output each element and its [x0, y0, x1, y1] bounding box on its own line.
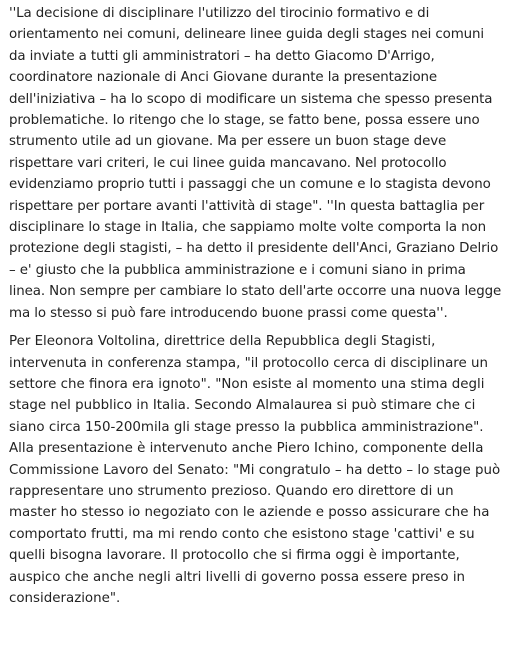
article-paragraph-1: ''La decisione di disciplinare l'utilizzo del tirocinio formativo e di orientamento nei comuni, delineare linee guida degli stages nei comuni da inviate a tutti gli amministratori – ha detto Giacomo D'Arrigo, coordinatore nazionale di Anci Giovane durante la presentazione dell'iniziativa – ha lo scopo di modificare un sistema che spesso presenta problematiche. Io ritengo che lo stage, se fatto bene, possa essere uno strumento utile ad un giovane. Ma per essere un buon stage deve rispettare vari criteri, le cui linee guida mancavano. Nel protocollo evidenziamo proprio tutti i passaggi che un comune e lo stagista devono rispettare per portare avanti l'attività di stage". ''In questa battaglia per disciplinare lo stage in Italia, che sappiamo molte volte comporta la non protezione degli stagisti, – ha detto il presidente dell'Anci, Graziano Delrio – e' giusto che la pubblica amministrazione e i comuni siano in prima linea. Non sempre per cambiare lo stato dell'arte occorre una nuova legge ma lo stesso si può fare introducendo buone prassi come questa''.	[9, 6, 502, 321]
article-paragraph-2: Per Eleonora Voltolina, direttrice della Repubblica degli Stagisti, intervenuta in conferenza stampa, "il protocollo cerca di disciplinare un settore che finora era ignoto". "Non esiste al momento una stima degli stage nel pubblico in Italia. Secondo Almalaurea si può stimare che ci siano circa 150-200mila gli stage presso la pubblica amministrazione". Alla presentazione è intervenuto anche Piero Ichino, componente della Commissione Lavoro del Senato: "Mi congratulo – ha detto – lo stage può rappresentare uno strumento prezioso. Quando ero direttore di un master ho stesso io negoziato con le aziende e posso assicurare che ha comportato frutti, ma mi rendo conto che esistono stage 'cattivi' e su quelli bisogna lavorare. Il protocollo che si firma oggi è importante, auspico che anche negli altri livelli di governo possa essere preso in considerazione".	[9, 334, 501, 606]
